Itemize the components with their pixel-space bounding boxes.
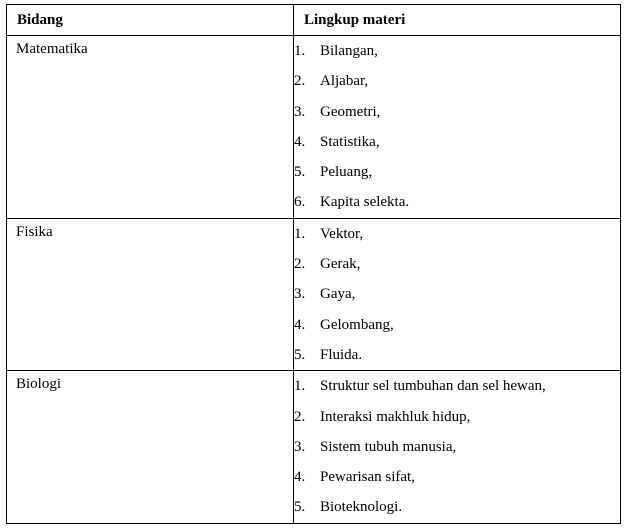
bidang-cell: Matematika [7,36,294,219]
materi-list [294,36,620,218]
bidang-cell: Biologi [7,371,294,523]
list-item: 1. Bilangan, [294,43,378,59]
list-item: 4. Gelombang, [294,316,394,333]
list-item: 1. Struktur sel tumbuhan dan sel hewan, [294,378,546,395]
header-row [7,5,621,36]
header-bidang: Bidang [7,5,294,36]
list-item: 2. Gerak, [294,256,361,273]
lingkup-cell [294,36,621,219]
list-item: 3. Sistem tubuh manusia, [294,438,457,455]
lingkup-cell [294,371,621,523]
list-item: 5. Bioteknologi. [294,499,403,516]
list-item: 6. Kapita selekta. [294,194,410,211]
list-item: 1. Vektor, [294,225,364,242]
lingkup-cell [294,218,621,370]
list-item: 4. Statistika, [294,133,380,150]
header-lingkup-materi: Lingkup materi [294,5,621,36]
list-item: 5. Fluida. [294,346,363,363]
list-item: 5. Peluang, [294,164,373,181]
list-item: 2. Aljabar, [294,73,369,90]
subject-table [6,4,621,524]
list-item: 2. Interaksi makhluk hidup, [294,408,471,425]
row-matematika [7,36,621,219]
bidang-cell: Fisika [7,218,294,370]
list-item: 3. Gaya, [294,286,356,303]
list-item: 3. Geometri, [294,103,381,120]
row-biologi [7,371,621,523]
materi-list [294,219,620,370]
list-item: 4. Pewarisan sifat, [294,469,415,486]
row-fisika [7,218,621,370]
materi-list [294,371,620,522]
